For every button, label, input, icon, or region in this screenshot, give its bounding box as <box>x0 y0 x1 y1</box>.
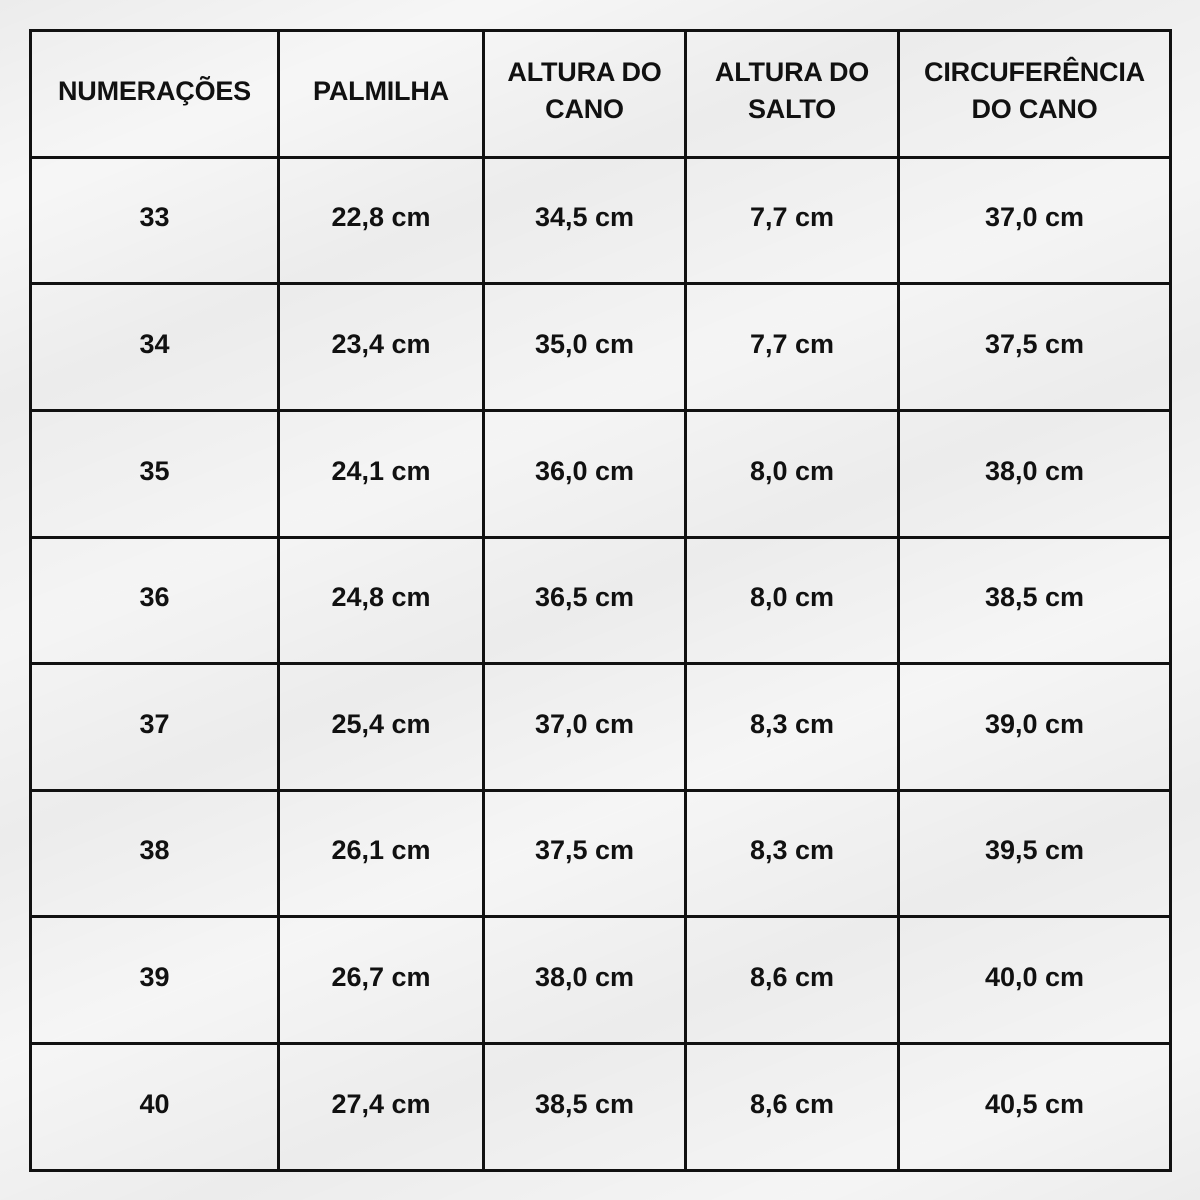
size-number-cell <box>32 159 277 282</box>
heel-height-cell <box>687 285 897 409</box>
size-number-cell <box>32 412 277 536</box>
cell-value: 35,0 cm <box>534 328 635 359</box>
cell-value: 34 <box>139 328 170 359</box>
heel-height-cell <box>687 665 897 789</box>
shaft-circumference-cell <box>900 285 1169 409</box>
heel-height-cell <box>687 159 897 282</box>
cell-value: 36,0 cm <box>534 455 635 486</box>
size-number-cell <box>32 918 277 1042</box>
shaft-height-cell <box>485 1045 684 1169</box>
cell-value: 39 <box>139 961 170 992</box>
cell-value: 34,5 cm <box>534 202 635 232</box>
cell-value: 38 <box>139 835 170 865</box>
column-header-label: ALTURA DO CANO <box>507 57 662 124</box>
cell-value: 38,0 cm <box>534 961 635 992</box>
insole-length-cell <box>280 159 482 282</box>
cell-value: 40,5 cm <box>984 1088 1085 1119</box>
cell-value: 39,0 cm <box>984 708 1085 739</box>
cell-value: 25,4 cm <box>331 708 431 739</box>
heel-height-cell <box>687 539 897 662</box>
size-number-cell <box>32 665 277 789</box>
column-header-shaft-height <box>485 32 684 156</box>
cell-value: 8,6 cm <box>749 961 835 992</box>
shaft-height-cell <box>485 665 684 789</box>
cell-value: 38,5 cm <box>534 1088 635 1119</box>
cell-value: 38,0 cm <box>984 455 1085 486</box>
cell-value: 40 <box>139 1088 170 1119</box>
cell-value: 36,5 cm <box>534 582 635 612</box>
shaft-circumference-cell <box>900 792 1169 915</box>
size-number-cell <box>32 792 277 915</box>
cell-value: 24,1 cm <box>331 455 431 486</box>
cell-value: 26,1 cm <box>331 835 431 865</box>
insole-length-cell <box>280 665 482 789</box>
cell-value: 23,4 cm <box>331 328 431 359</box>
shaft-height-cell <box>485 159 684 282</box>
cell-value: 35 <box>139 455 170 486</box>
cell-value: 8,3 cm <box>749 708 835 739</box>
cell-value: 37 <box>139 708 170 739</box>
cell-value: 37,5 cm <box>534 835 635 865</box>
cell-value: 37,0 cm <box>534 708 635 739</box>
shaft-circumference-cell <box>900 918 1169 1042</box>
column-header-shaft-circumference <box>900 32 1169 156</box>
shaft-circumference-cell <box>900 1045 1169 1169</box>
insole-length-cell <box>280 1045 482 1169</box>
column-header-heel-height <box>687 32 897 156</box>
cell-value: 8,0 cm <box>749 455 835 486</box>
shaft-height-cell <box>485 918 684 1042</box>
size-number-cell <box>32 285 277 409</box>
cell-value: 7,7 cm <box>749 202 835 232</box>
column-header-label: NUMERAÇÕES <box>57 75 251 106</box>
column-header-label: ALTURA DO SALTO <box>714 57 870 124</box>
insole-length-cell <box>280 792 482 915</box>
shaft-height-cell <box>485 412 684 536</box>
insole-length-cell <box>280 412 482 536</box>
shaft-circumference-cell <box>900 539 1169 662</box>
column-header-label: CIRCUFERÊNCIA DO CANO <box>924 57 1145 124</box>
heel-height-cell <box>687 792 897 915</box>
cell-value: 38,5 cm <box>984 582 1085 612</box>
cell-value: 26,7 cm <box>331 961 431 992</box>
cell-value: 8,6 cm <box>749 1088 835 1119</box>
shaft-circumference-cell <box>900 159 1169 282</box>
cell-value: 24,8 cm <box>331 582 431 612</box>
column-header-label: PALMILHA <box>313 75 449 106</box>
shaft-circumference-cell <box>900 412 1169 536</box>
size-number-cell <box>32 539 277 662</box>
cell-value: 37,5 cm <box>984 328 1085 359</box>
shaft-height-cell <box>485 285 684 409</box>
cell-value: 37,0 cm <box>984 202 1085 232</box>
insole-length-cell <box>280 539 482 662</box>
column-header-insole <box>280 32 482 156</box>
insole-length-cell <box>280 918 482 1042</box>
heel-height-cell <box>687 918 897 1042</box>
size-chart-table <box>29 29 1172 1172</box>
column-header-size-number <box>32 32 277 156</box>
shaft-height-cell <box>485 792 684 915</box>
cell-value: 39,5 cm <box>984 835 1085 865</box>
cell-value: 40,0 cm <box>984 961 1085 992</box>
shaft-circumference-cell <box>900 665 1169 789</box>
cell-value: 27,4 cm <box>331 1088 431 1119</box>
size-number-cell <box>32 1045 277 1169</box>
cell-value: 36 <box>139 582 170 612</box>
heel-height-cell <box>687 412 897 536</box>
cell-value: 7,7 cm <box>749 328 835 359</box>
cell-value: 22,8 cm <box>331 202 431 232</box>
shaft-height-cell <box>485 539 684 662</box>
cell-value: 8,3 cm <box>749 835 835 865</box>
insole-length-cell <box>280 285 482 409</box>
heel-height-cell <box>687 1045 897 1169</box>
cell-value: 33 <box>139 202 170 232</box>
cell-value: 8,0 cm <box>749 582 835 612</box>
